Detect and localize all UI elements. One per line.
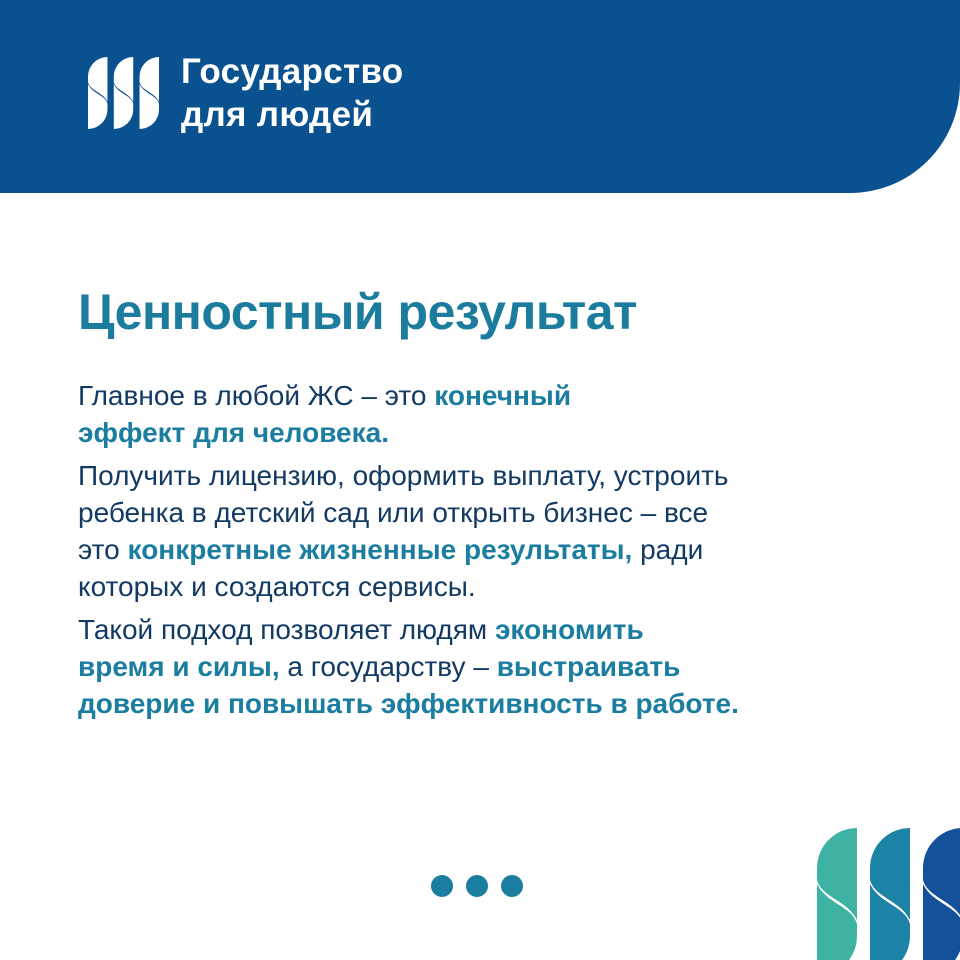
plain-text: а государству – (279, 651, 497, 682)
page-title: Ценностный результат (78, 284, 638, 340)
plain-text: это (78, 534, 128, 565)
accent-text: выстраивать (496, 651, 681, 682)
brand-name-line1: Государство (181, 52, 404, 91)
plain-text: Такой подход позволяет людям (78, 614, 495, 645)
plain-text: ребенка в детский сад или открыть бизнес – все (78, 497, 709, 528)
body-text (78, 377, 888, 728)
text-line (78, 648, 888, 685)
accent-text: доверие и повышать эффективность в работе. (78, 688, 739, 719)
corner-logo-icon (817, 828, 960, 960)
accent-text: эффект для человека. (78, 417, 389, 448)
accent-text: конечный (434, 380, 572, 411)
accent-text: конкретные жизненные результаты, (127, 534, 633, 565)
paragraph (78, 377, 888, 451)
plain-text: Получить лицензию, оформить выплату, устроить (78, 460, 729, 491)
text-line (78, 531, 888, 568)
brand (88, 50, 403, 136)
carousel-dot (466, 875, 488, 897)
header-banner (0, 0, 960, 193)
plain-text: которых и создаются сервисы. (78, 571, 476, 602)
plain-text: ради (632, 534, 704, 565)
paragraph (78, 457, 888, 605)
plain-text: Главное в любой ЖС – это (78, 380, 435, 411)
text-line (78, 611, 888, 648)
brand-name (181, 50, 403, 136)
carousel-dot (431, 875, 453, 897)
text-line (78, 494, 888, 531)
brand-logo-icon (88, 57, 159, 129)
brand-name-line2: для людей (181, 95, 374, 134)
accent-text: время и силы, (78, 651, 280, 682)
carousel-dot (501, 875, 523, 897)
accent-text: экономить (494, 614, 644, 645)
text-line (78, 568, 888, 605)
text-line (78, 685, 888, 722)
text-line (78, 377, 888, 414)
text-line (78, 414, 888, 451)
carousel-dots (431, 875, 523, 897)
text-line (78, 457, 888, 494)
paragraph (78, 611, 888, 722)
